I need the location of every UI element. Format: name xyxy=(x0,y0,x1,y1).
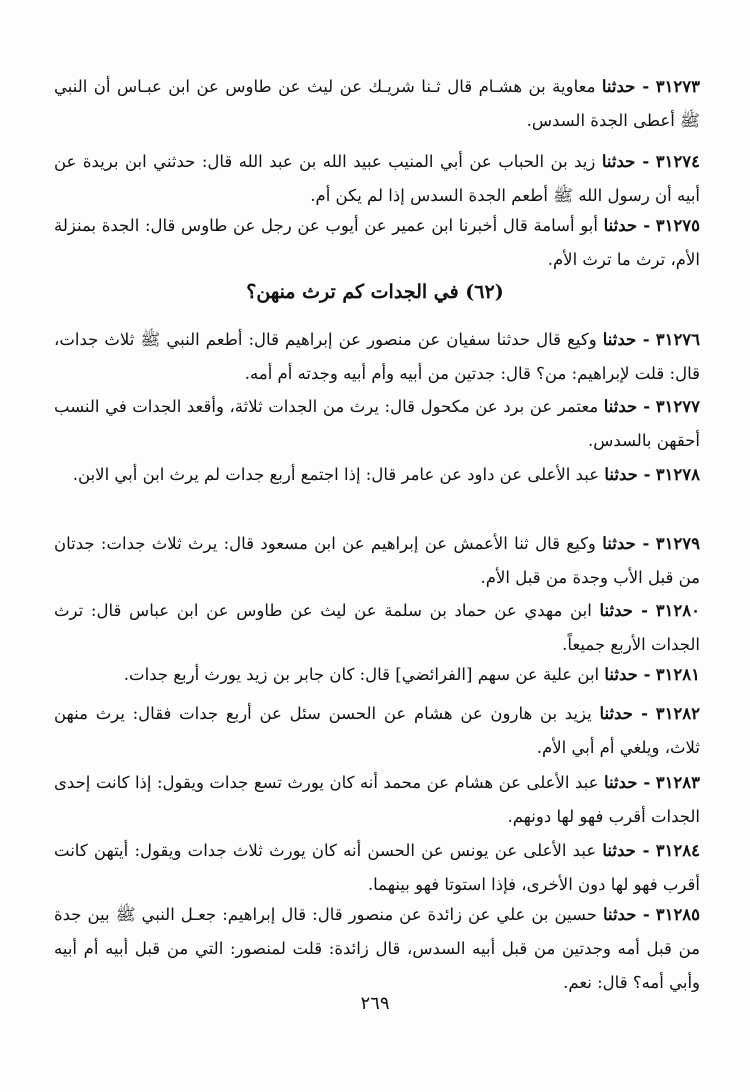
hadith-text: وكيع قال ثنا الأعمش عن إبراهيم عن ابن مسعود قال: يرث ثلاث جدات: جدتان من قبل الأب وجدة من قبل الأم. xyxy=(54,534,700,587)
hadith-text: أبو أسامة قال أخبرنا ابن عمير عن أيوب عن رجل عن طاوس قال: الجدة بمنزلة الأم، ترث ما ترث الأم. xyxy=(54,216,700,269)
hadith-lead: حدثنا xyxy=(602,905,637,924)
hadith-lead: حدثنا xyxy=(604,665,638,684)
hadith-number: ٣١٢٧٩ xyxy=(655,534,701,553)
hadith-text: حسين بن علي عن زائدة عن منصور قال: قال إبراهيم: جعـل النبي ﷺ بين جدة من قبل أمه وجدتين من قبل أبيه السدس، قال زائدة: قلت لمنصور: التي من قبل أبيه أم أبيه وأبي أمه؟ قال: نعم. xyxy=(54,905,700,992)
hadith-entry-31280: ٣١٢٨٠ - حدثنا ابن مهدي عن حماد بن سلمة عن ليث عن طاوس عن ابن عباس قال: ترث الجدات الأربع جميعاً. xyxy=(54,601,700,654)
page-number: ٢٦٩ xyxy=(360,993,390,1014)
hadith-number: ٣١٢٧٤ xyxy=(655,152,700,171)
hadith-lead: حدثنا xyxy=(603,216,638,235)
hadith-entry-31274: ٣١٢٧٤ - حدثنا زيد بن الحباب عن أبي المنيب عبيد الله بن عبد الله قال: حدثني ابن بريدة عن أبيه أن رسول الله ﷺ أطعم الجدة السدس إذا لم يكن أم. xyxy=(54,152,700,205)
hadith-number: ٣١٢٧٥ xyxy=(655,216,701,235)
hadith-entry-31277: ٣١٢٧٧ - حدثنا معتمر عن برد عن مكحول قال: يرث من الجدات ثلاثة، وأقعد الجدات في النسب أحقهن بالسدس. xyxy=(54,397,700,450)
hadith-text: عبد الأعلى عن يونس عن الحسن أنه كان يورث ثلاث جدات ويقول: أيتهن كانت أقرب فهو لها دون الأخرى، فإذا استوتا فهو بينهما. xyxy=(54,841,700,894)
hadith-text: معتمر عن برد عن مكحول قال: يرث من الجدات ثلاثة، وأقعد الجدات في النسب أحقهن بالسدس. xyxy=(54,397,700,450)
hadith-number: ٣١٢٧٦ xyxy=(655,330,701,349)
hadith-number: ٣١٢٧٨ xyxy=(655,465,700,484)
hadith-entry-31281: ٣١٢٨١ - حدثنا ابن علية عن سهم [الفرائضي] قال: كان جابر بن زيد يورث أربع جدات. xyxy=(123,665,700,684)
hadith-entry-31275: ٣١٢٧٥ - حدثنا أبو أسامة قال أخبرنا ابن عمير عن أيوب عن رجل عن طاوس قال: الجدة بمنزلة الأم، ترث ما ترث الأم. xyxy=(54,216,701,269)
hadith-text: زيد بن الحباب عن أبي المنيب عبيد الله بن عبد الله قال: حدثني ابن بريدة عن أبيه أن رسول الله ﷺ أطعم الجدة السدس إذا لم يكن أم. xyxy=(54,152,700,205)
hadith-entry-31273: ٣١٢٧٣ - حدثنا معاوية بن هشـام قال ثـنا شريـك عن ليث عن طاوس عن ابن عبـاس أن النبي ﷺ أعطى الجدة السدس. xyxy=(54,77,700,130)
hadith-number: ٣١٢٨٥ xyxy=(655,905,701,924)
hadith-lead: حدثنا xyxy=(601,77,636,96)
hadith-lead: حدثنا xyxy=(599,704,633,723)
hadith-entry-31278: ٣١٢٧٨ - حدثنا عبد الأعلى عن داود عن عامر قال: إذا اجتمع أربع جدات لم يرث ابن أبي الابن. xyxy=(72,465,700,484)
hadith-text: ابن مهدي عن حماد بن سلمة عن ليث عن طاوس عن ابن عباس قال: ترث الجدات الأربع جميعاً. xyxy=(54,601,700,654)
hadith-lead: حدثنا xyxy=(603,773,638,792)
hadith-lead: حدثنا xyxy=(599,601,633,620)
hadith-lead: حدثنا xyxy=(601,152,636,171)
hadith-lead: حدثنا xyxy=(602,841,636,860)
hadith-entry-31279: ٣١٢٧٩ - حدثنا وكيع قال ثنا الأعمش عن إبراهيم عن ابن مسعود قال: يرث ثلاث جدات: جدتان من قبل الأب وجدة من قبل الأم. xyxy=(54,534,701,587)
hadith-number: ٣١٢٨٣ xyxy=(655,773,701,792)
hadith-lead: حدثنا xyxy=(602,534,636,553)
hadith-number: ٣١٢٧٧ xyxy=(655,397,700,416)
hadith-text: يزيد بن هارون عن هشام عن الحسن سئل عن أربع جدات فقال: يرث منهن ثلاث، ويلغي أم أبي الأم. xyxy=(54,704,700,757)
hadith-entry-31284: ٣١٢٨٤ - حدثنا عبد الأعلى عن يونس عن الحسن أنه كان يورث ثلاث جدات ويقول: أيتهن كانت أقرب فهو لها دون الأخرى، فإذا استوتا فهو بينهما. xyxy=(54,841,700,894)
hadith-text: ابن علية عن سهم [الفرائضي] قال: كان جابر بن زيد يورث أربع جدات. xyxy=(123,665,600,684)
hadith-text: عبد الأعلى عن هشام عن محمد أنه كان يورث تسع جدات ويقول: إذا كانت إحدى الجدات أقرب فهو لها دونهم. xyxy=(54,773,700,826)
hadith-lead: حدثنا xyxy=(604,465,638,484)
hadith-number: ٣١٢٨٢ xyxy=(655,704,701,723)
hadith-number: ٣١٢٧٣ xyxy=(655,77,700,96)
hadith-text: عبد الأعلى عن داود عن عامر قال: إذا اجتمع أربع جدات لم يرث ابن أبي الابن. xyxy=(72,465,600,484)
hadith-entry-31285: ٣١٢٨٥ - حدثنا حسين بن علي عن زائدة عن منصور قال: قال إبراهيم: جعـل النبي ﷺ بين جدة من قبل أمه وجدتين من قبل أبيه السدس، قال زائدة: قلت لمنصور: التي من قبل أبيه أم أبيه وأبي أمه؟ قال: نعم. xyxy=(54,905,701,992)
hadith-lead: حدثنا xyxy=(602,330,637,349)
hadith-text: وكيع قال حدثنا سفيان عن منصور عن إبراهيم قال: أطعم النبي ﷺ ثلاث جدات، قال: قلت لإبراهيم: من؟ قال: جدتين من أبيه وأم أبيه وجدته أم أمه. xyxy=(54,330,700,383)
hadith-lead: حدثنا xyxy=(603,397,638,416)
hadith-entry-31282: ٣١٢٨٢ - حدثنا يزيد بن هارون عن هشام عن الحسن سئل عن أربع جدات فقال: يرث منهن ثلاث، ويلغي أم أبي الأم. xyxy=(54,704,701,757)
hadith-number: ٣١٢٨٤ xyxy=(655,841,700,860)
chapter-heading: (٦٢) في الجدات كم ترث منهن؟ xyxy=(246,281,504,303)
hadith-number: ٣١٢٨١ xyxy=(655,665,700,684)
hadith-entry-31283: ٣١٢٨٣ - حدثنا عبد الأعلى عن هشام عن محمد أنه كان يورث تسع جدات ويقول: إذا كانت إحدى الجدات أقرب فهو لها دونهم. xyxy=(54,773,701,826)
hadith-entry-31276: ٣١٢٧٦ - حدثنا وكيع قال حدثنا سفيان عن منصور عن إبراهيم قال: أطعم النبي ﷺ ثلاث جدات، قال: قلت لإبراهيم: من؟ قال: جدتين من أبيه وأم أبيه وجدته أم أمه. xyxy=(54,330,701,383)
hadith-text: معاوية بن هشـام قال ثـنا شريـك عن ليث عن طاوس عن ابن عبـاس أن النبي ﷺ أعطى الجدة السدس. xyxy=(54,77,700,130)
hadith-number: ٣١٢٨٠ xyxy=(655,601,700,620)
